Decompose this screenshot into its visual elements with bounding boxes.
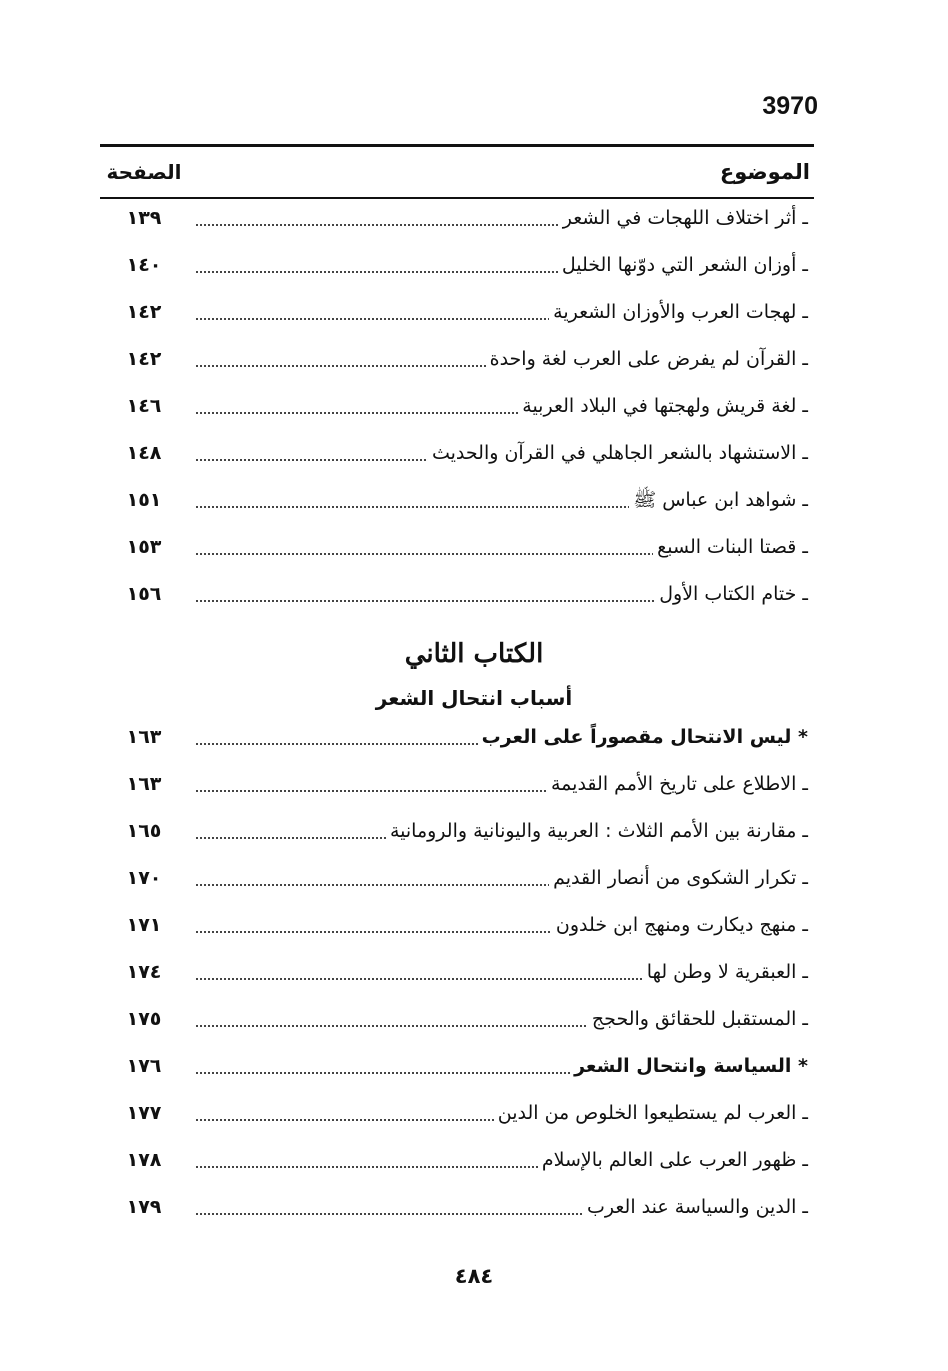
toc-entry-title: ـ أثر اختلاف اللهجات في الشعر [559, 202, 808, 234]
toc-entry-page: ١٧٩ [126, 1196, 162, 1218]
toc-entry [100, 1185, 814, 1232]
toc-entry-title: ـ العرب لم يستطيعوا الخلوص من الدين [494, 1097, 808, 1129]
toc-entry-page: ١٧٦ [126, 1055, 162, 1077]
toc-entry-title: ـ الدين والسياسة عند العرب [583, 1191, 808, 1223]
toc-entry-title: ـ لهجات العرب والأوزان الشعرية [549, 296, 808, 328]
toc-list-before [100, 196, 814, 619]
toc-entry-title: ـ شواهد ابن عباس ﷺ [629, 484, 808, 516]
column-header-topic: الموضوع [719, 160, 810, 184]
toc-entry-page: ١٤٢ [126, 348, 162, 370]
toc-entry-page: ١٤٦ [126, 395, 162, 417]
toc-entry-title: ـ ظهور العرب على العالم بالإسلام [538, 1144, 808, 1176]
toc-entry-title: * ليس الانتحال مقصوراً على العرب [478, 721, 808, 753]
toc-entry-page: ١٧١ [126, 914, 162, 936]
toc-entry-title: * السياسة وانتحال الشعر [570, 1050, 808, 1082]
toc-entry [100, 950, 814, 997]
toc-entry-page: ١٦٣ [126, 726, 162, 748]
document-number: 3970 [762, 92, 818, 120]
toc-entry-page: ١٧٧ [126, 1102, 162, 1124]
toc-entry [100, 525, 814, 572]
toc-entry-page: ١٦٣ [126, 773, 162, 795]
toc-entry-page: ١٧٤ [126, 961, 162, 983]
toc-entry-page: ١٤٢ [126, 301, 162, 323]
toc-entry-title: ـ تكرار الشكوى من أنصار القديم [549, 862, 808, 894]
toc-entry-page: ١٥١ [126, 489, 162, 511]
toc-entry-title: ـ قصتا البنات السبع [653, 531, 808, 563]
page-number: ٤٨٤ [454, 1264, 494, 1288]
book-subtitle: أسباب انتحال الشعر [375, 686, 573, 710]
toc-entry-title: ـ مقارنة بين الأمم الثلاث : العربية واليونانية والرومانية [386, 815, 808, 847]
toc-entry [100, 809, 814, 856]
toc-list-after [100, 715, 814, 1232]
toc-entry-title: ـ العبقرية لا وطن لها [643, 956, 808, 988]
toc-entry [100, 1091, 814, 1138]
toc-entry [100, 715, 814, 762]
toc-entry [100, 478, 814, 525]
toc-entry-page: ١٤٠ [126, 254, 162, 276]
toc-entry-title: ـ أوزان الشعر التي دوّنها الخليل [558, 249, 808, 281]
toc-entry [100, 243, 814, 290]
toc-entry [100, 431, 814, 478]
toc-entry-title: ـ القرآن لم يفرض على العرب لغة واحدة [486, 343, 808, 375]
toc-entry [100, 1138, 814, 1185]
toc-entry [100, 997, 814, 1044]
toc-entry [100, 762, 814, 809]
top-rule [100, 144, 814, 147]
toc-entry [100, 903, 814, 950]
toc-entry [100, 337, 814, 384]
toc-entry-page: ١٥٣ [126, 536, 162, 558]
toc-entry-title: ـ ختام الكتاب الأول [655, 578, 808, 610]
toc-entry-page: ١٣٩ [126, 207, 162, 229]
column-header-page: الصفحة [106, 160, 182, 184]
toc-entry-title: ـ المستقبل للحقائق والحجج [588, 1003, 808, 1035]
toc-entry-page: ١٧٨ [126, 1149, 162, 1171]
toc-entry-title: ـ الاطلاع على تاريخ الأمم القديمة [547, 768, 808, 800]
toc-entry-title: ـ الاستشهاد بالشعر الجاهلي في القرآن والحديث [428, 437, 808, 469]
toc-entry-title: ـ منهج ديكارت ومنهج ابن خلدون [552, 909, 808, 941]
toc-entry-page: ١٥٦ [126, 583, 162, 605]
toc-entry-page: ١٧٠ [126, 867, 162, 889]
toc-entry-page: ١٧٥ [126, 1008, 162, 1030]
toc-entry-page: ١٤٨ [126, 442, 162, 464]
toc-entry [100, 384, 814, 431]
toc-entry-title: ـ لغة قريش ولهجتها في البلاد العربية [518, 390, 808, 422]
toc-entry-page: ١٦٥ [126, 820, 162, 842]
book-heading: الكتاب الثاني [404, 639, 544, 669]
toc-entry [100, 1044, 814, 1091]
toc-entry [100, 196, 814, 243]
toc-entry [100, 856, 814, 903]
toc-entry [100, 290, 814, 337]
toc-entry [100, 572, 814, 619]
